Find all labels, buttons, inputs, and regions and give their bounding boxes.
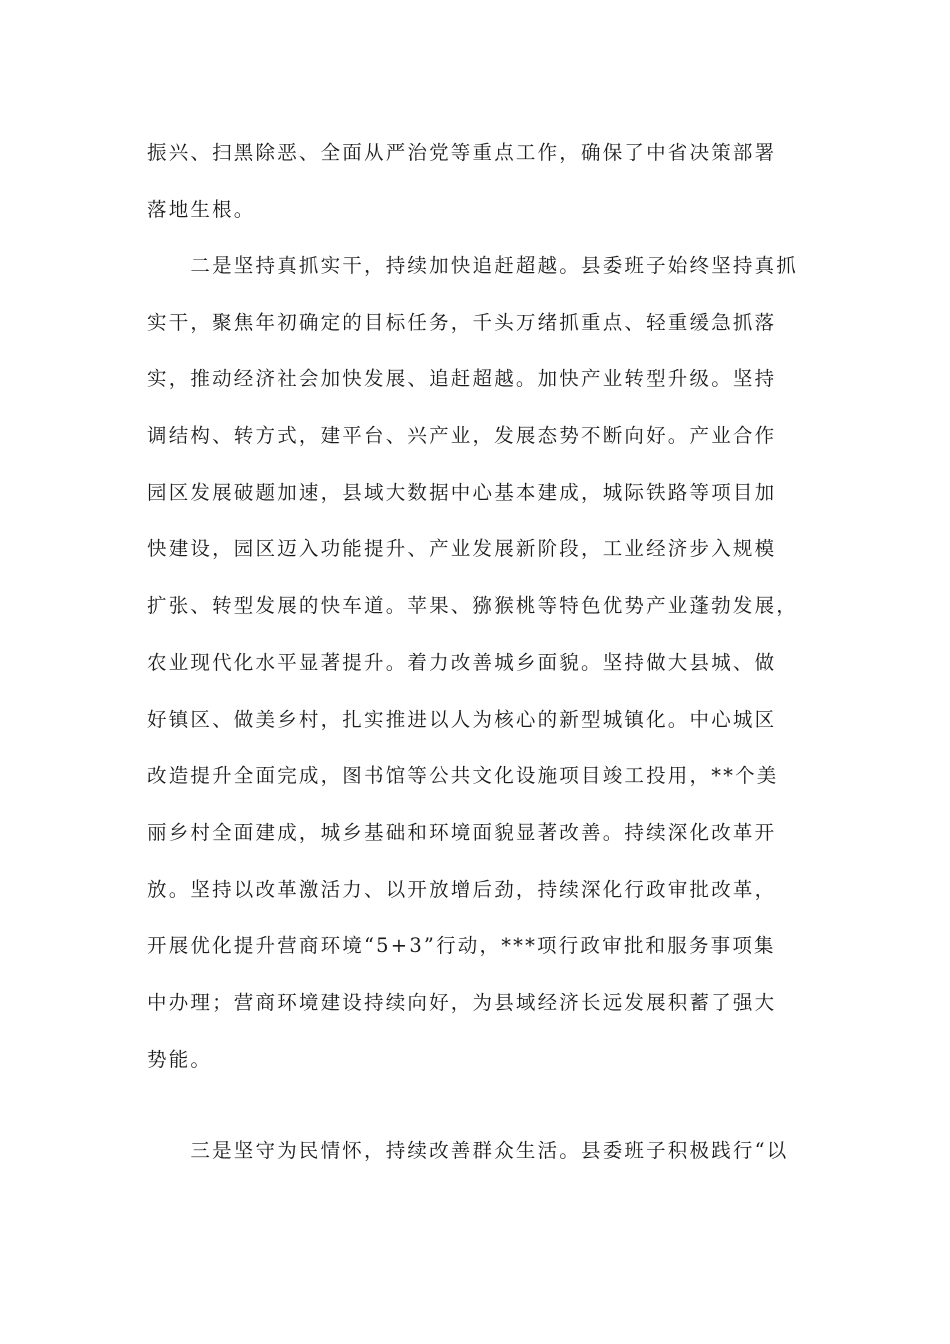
text-line: 中办理；营商环境建设持续向好，为县域经济长远发展积蓄了强大: [147, 990, 777, 1014]
text-line: 二是坚持真抓实干，持续加快追赶超越。县委班子始终坚持真抓: [147, 254, 799, 277]
text-line: 开展优化提升营商环境“5+3”行动，***项行政审批和服务事项集: [147, 934, 776, 958]
text-line: 三是坚守为民情怀，持续改善群众生活。县委班子积极践行“以: [147, 1139, 789, 1162]
text-line: 落地生根。: [147, 197, 256, 221]
text-line: 实，推动经济社会加快发展、追赶超越。加快产业转型升级。坚持: [147, 367, 777, 391]
paragraph-1: [147, 125, 819, 238]
paragraph-3: [147, 1123, 819, 1180]
paragraph-2: [147, 238, 819, 1088]
text-line: 实干，聚焦年初确定的目标任务，千头万绪抓重点、轻重缓急抓落: [147, 310, 777, 334]
text-line: 丽乡村全面建成，城乡基础和环境面貌显著改善。持续深化改革开: [147, 820, 777, 844]
text-line: 势能。: [147, 1047, 213, 1071]
text-line: 快建设，园区迈入功能提升、产业发展新阶段，工业经济步入规模: [147, 537, 777, 561]
text-line: 好镇区、做美乡村，扎实推进以人为核心的新型城镇化。中心城区: [147, 707, 777, 731]
text-line: 农业现代化水平显著提升。着力改善城乡面貌。坚持做大县城、做: [147, 650, 777, 674]
text-line: 园区发展破题加速，县域大数据中心基本建成，城际铁路等项目加: [147, 480, 777, 504]
text-line: 扩张、转型发展的快车道。苹果、猕猴桃等特色优势产业蓬勃发展，: [147, 594, 799, 618]
text-line: 调结构、转方式，建平台、兴产业，发展态势不断向好。产业合作: [147, 424, 777, 448]
text-line: 改造提升全面完成，图书馆等公共文化设施项目竣工投用，**个美: [147, 764, 779, 788]
text-line: 振兴、扫黑除恶、全面从严治党等重点工作，确保了中省决策部署: [147, 141, 777, 164]
text-line: 放。坚持以改革激活力、以开放增后劲，持续深化行政审批改革，: [147, 877, 777, 901]
